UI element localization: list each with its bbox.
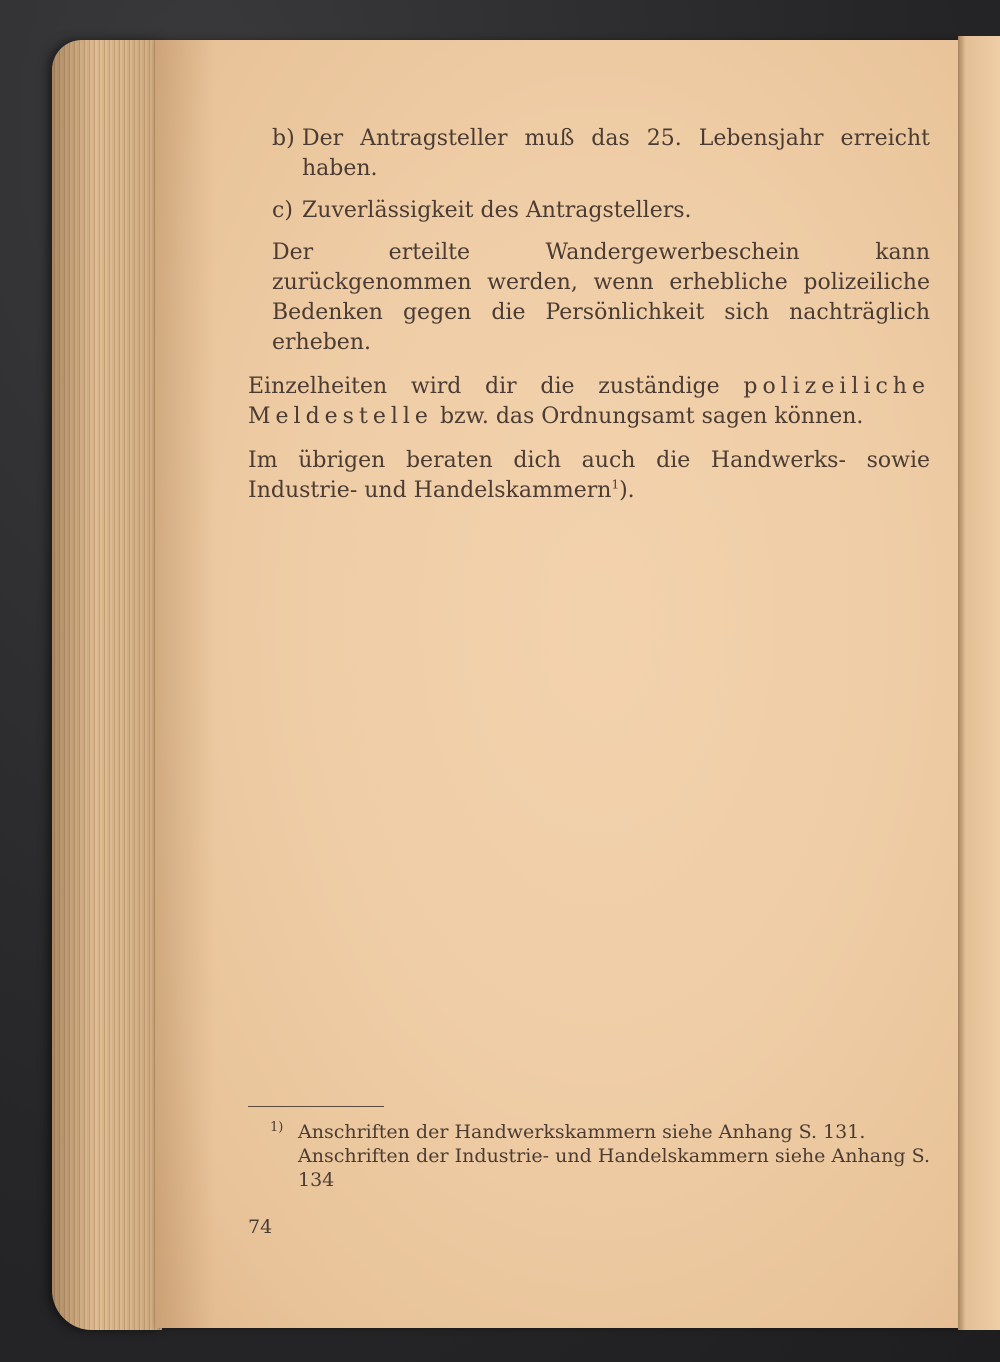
paragraph-advice — [248, 446, 930, 506]
paragraph-revocation: Der erteilte Wandergewerbeschein kann zurückgenommen werden, wenn erhebliche polizeiliche Bedenken gegen die Persönlichkeit sich nachträglich erheben. — [272, 240, 930, 355]
footnote-line-2: Anschriften der Industrie- und Handelskammern siehe Anhang S. 134 — [298, 1145, 930, 1191]
footnote-reference: 1 — [611, 477, 620, 492]
footnote-mark: 1) — [270, 1120, 284, 1135]
footnote-rule — [248, 1106, 384, 1107]
facing-page-edge — [958, 36, 1000, 1330]
page-number: 74 — [248, 1216, 273, 1238]
footnote-text-1: Anschriften der Handwerkskammern siehe Anhang S. 131. — [298, 1121, 866, 1143]
footnote — [270, 1116, 930, 1192]
footnote-line-1 — [270, 1116, 930, 1144]
list-text-c: Zuverlässigkeit des Antragstellers. — [302, 198, 692, 223]
list-label-c: c) — [272, 198, 293, 223]
advice-tail: ). — [619, 478, 635, 503]
details-spaced-term: polizeiliche Meldestelle — [248, 374, 930, 429]
main-text — [248, 124, 930, 506]
list-item-b — [248, 124, 930, 184]
paragraph-details — [248, 372, 930, 432]
list-text-b: Der Antragsteller muß das 25. Lebensjahr erreicht haben. — [302, 126, 930, 181]
details-start: Einzelheiten wird dir die zuständige — [248, 374, 720, 399]
list-item-c — [248, 196, 930, 226]
page-gutter-shadow — [155, 40, 215, 1328]
details-end: bzw. das Ordnungsamt sagen können. — [439, 404, 864, 429]
list-label-b: b) — [272, 126, 295, 151]
advice-text: Im übrigen beraten dich auch die Handwerks- sowie Industrie- und Handelskammern — [248, 448, 930, 503]
page-edges-shade — [52, 40, 162, 1330]
